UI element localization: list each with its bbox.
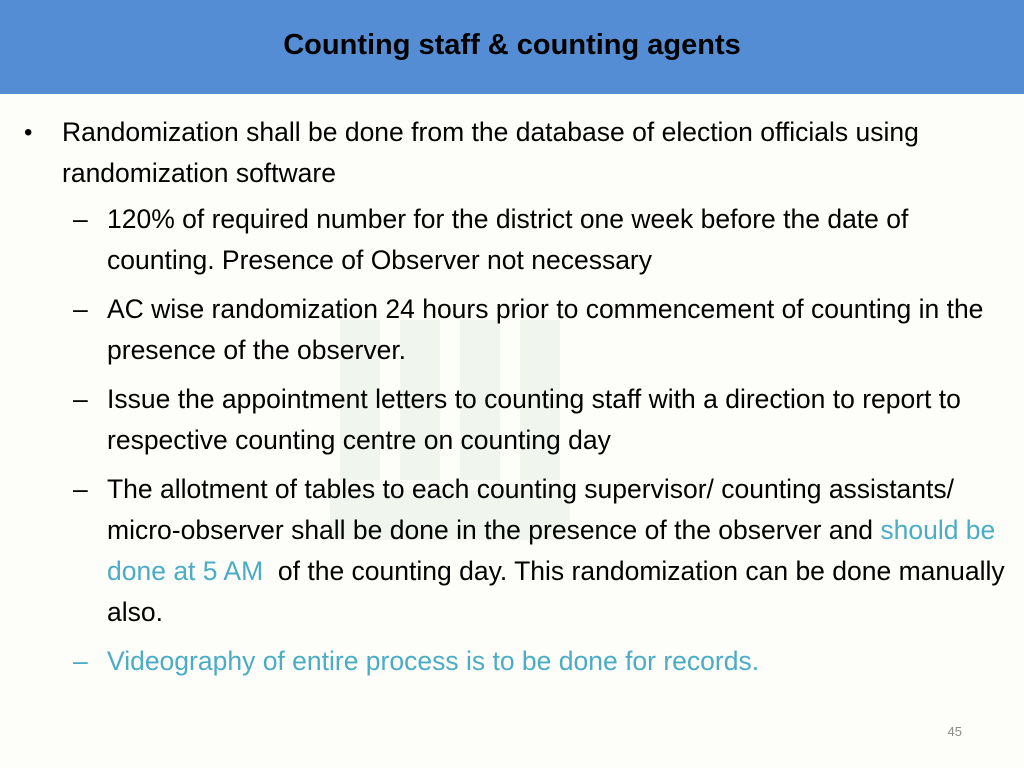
dash-marker: – bbox=[73, 646, 88, 676]
bullet-text: Randomization shall be done from the database of election officials using randomization software bbox=[62, 117, 919, 188]
slide-title: Counting staff & counting agents bbox=[283, 28, 741, 61]
sub-bullet-text-before: The allotment of tables to each counting supervisor/ counting assistants/ micro-observer shall be done in the presence of the observer and bbox=[107, 474, 955, 545]
sub-bullet-text bbox=[107, 474, 1012, 627]
sub-bullet-list bbox=[0, 199, 1024, 682]
sub-bullet-text: AC wise randomization 24 hours prior to commencement of counting in the presence of the observer. bbox=[107, 294, 984, 365]
sub-bullet-item bbox=[73, 641, 1017, 682]
dash-marker: – bbox=[73, 474, 88, 504]
sub-bullet-item bbox=[73, 379, 1017, 461]
bullet-marker: • bbox=[24, 119, 33, 146]
page-number: 45 bbox=[947, 724, 962, 739]
title-bar bbox=[0, 0, 1024, 94]
highlighted-text: should be done at 5 AM bbox=[107, 515, 996, 586]
sub-bullet-text: Issue the appointment letters to counting staff with a direction to report to respective counting centre on counting day bbox=[107, 384, 961, 455]
dash-marker: – bbox=[73, 384, 88, 414]
dash-marker: – bbox=[73, 204, 88, 234]
sub-bullet-item bbox=[73, 469, 1017, 633]
sub-bullet-item bbox=[73, 199, 1017, 281]
dash-marker: – bbox=[73, 294, 88, 324]
sub-bullet-text: 120% of required number for the district one week before the date of counting. Presence of Observer not necessary bbox=[107, 204, 909, 275]
bullet-item bbox=[24, 112, 1012, 194]
sub-bullet-item bbox=[73, 289, 1017, 371]
sub-bullet-text: Videography of entire process is to be done for records. bbox=[107, 646, 760, 676]
sub-bullet-text-after: of the counting day. This randomization can be done manually also. bbox=[107, 556, 1013, 627]
slide-content bbox=[0, 112, 1024, 690]
